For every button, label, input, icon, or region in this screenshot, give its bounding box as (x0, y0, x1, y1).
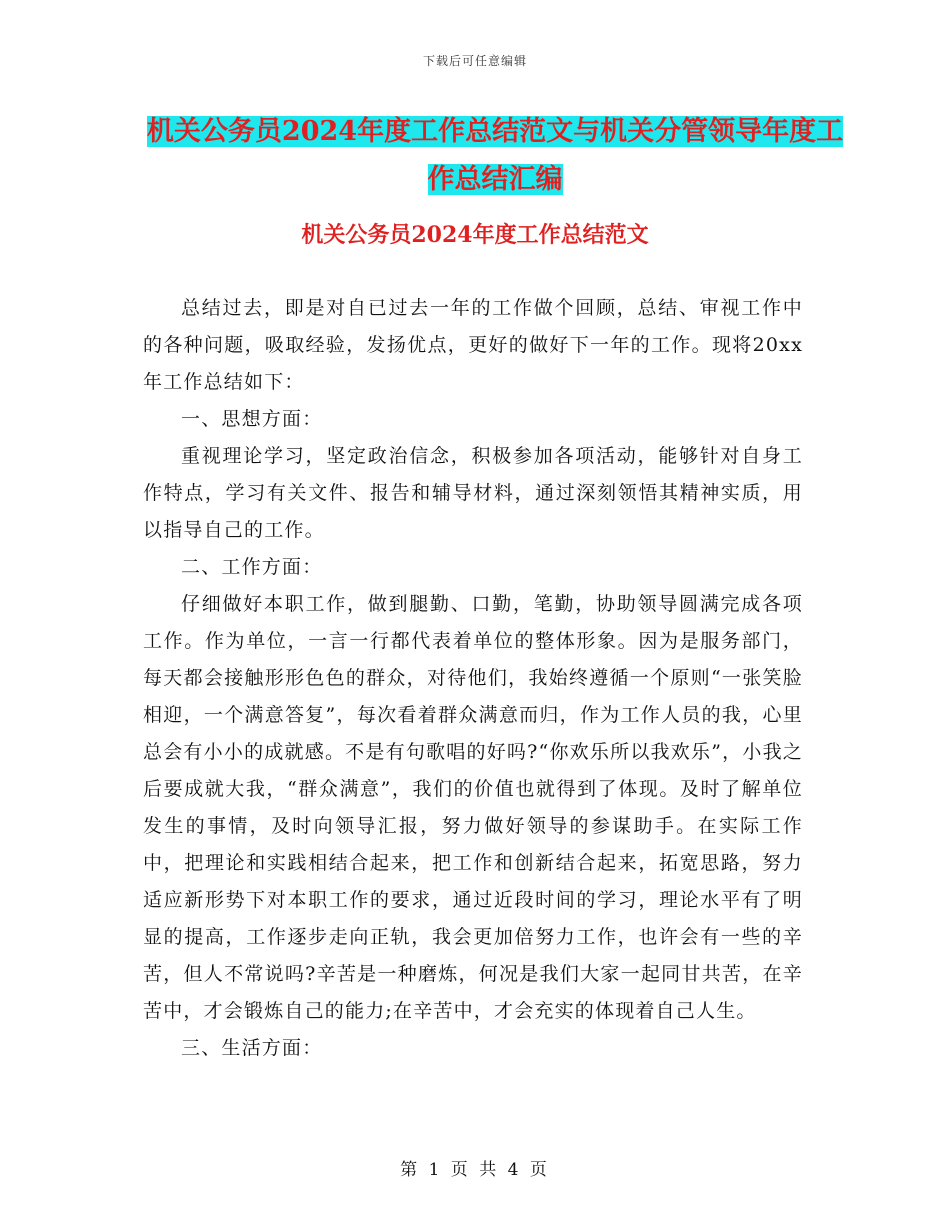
document-title-text: 机关公务员2024年度工作总结范文与机关分管领导年度工作总结汇编 (146, 116, 844, 195)
document-body (143, 290, 803, 1067)
section-title: 机关公务员2024年度工作总结范文 (301, 222, 649, 248)
paragraph-work: 仔细做好本职工作，做到腿勤、口勤，笔勤，协助领导圆满完成各项工作。作为单位，一言一行都代表着单位的整体形象。因为是服务部门，每天都会接触形形色色的群众，对待他们，我始终遵循一个原则“一张笑脸相迎，一个满意答复”，每次看着群众满意而归，作为工作人员的我，心里总会有小小的成就感。不是有句歌唱的好吗?“你欢乐所以我欢乐”，小我之后要成就大我，“群众满意”，我们的价值也就得到了体现。及时了解单位发生的事情，及时向领导汇报，努力做好领导的参谋助手。在实际工作中，把理论和实践相结合起来，把工作和创新结合起来，拓宽思路，努力适应新形势下对本职工作的要求，通过近段时间的学习，理论水平有了明显的提高，工作逐步走向正轨，我会更加倍努力工作，也许会有一些的辛苦，但人不常说吗?辛苦是一种磨炼，何况是我们大家一起同甘共苦，在辛苦中，才会锻炼自己的能力;在辛苦中，才会充实的体现着自己人生。 (143, 593, 803, 1022)
header-note: 下载后可任意编辑 (422, 54, 527, 68)
heading-work: 二、工作方面： (181, 556, 323, 578)
heading-ideology: 一、思想方面： (181, 408, 323, 430)
document-title (140, 108, 850, 204)
paragraph-intro: 总结过去，即是对自已过去一年的工作做个回顾，总结、审视工作中的各种问题，吸取经验，发扬优点，更好的做好下一年的工作。现将20xx年工作总结如下： (143, 297, 803, 393)
heading-life: 三、生活方面： (181, 1037, 323, 1059)
paragraph-ideology: 重视理论学习，坚定政治信念，积极参加各项活动，能够针对自身工作特点，学习有关文件、报告和辅导材料，通过深刻领悟其精神实质，用以指导自己的工作。 (143, 445, 803, 541)
page-number: 第 1 页 共 4 页 (400, 1160, 550, 1180)
